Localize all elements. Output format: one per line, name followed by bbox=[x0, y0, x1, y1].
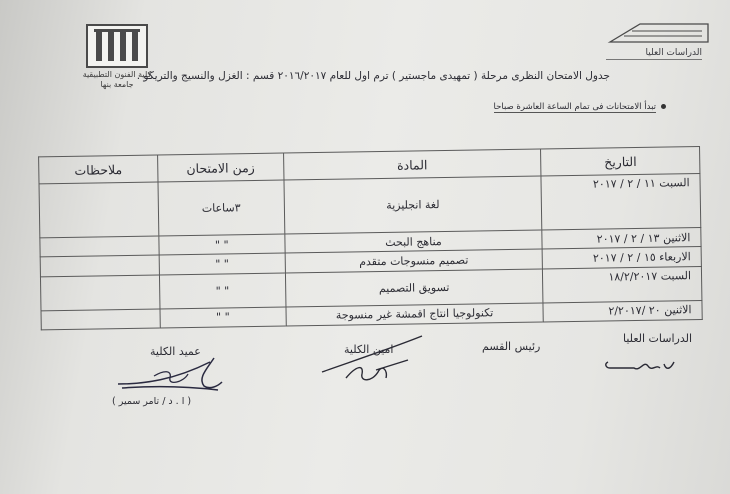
row-duration: " " bbox=[159, 253, 285, 274]
header-emblem bbox=[604, 18, 714, 46]
header-duration: زمن الامتحان bbox=[158, 153, 284, 182]
dept-head-label: رئيس القسم bbox=[482, 340, 541, 353]
row-notes bbox=[41, 309, 160, 330]
row-date: الاربعاء ١٥ / ٢ / ٢٠١٧ bbox=[542, 247, 701, 269]
exam-time-note: تبدأ الامتحانات فى تمام الساعة العاشرة صباحا bbox=[493, 102, 656, 112]
row-duration: " " bbox=[159, 234, 285, 255]
bullet-icon bbox=[661, 104, 666, 109]
row-subject: مناهج البحث bbox=[284, 230, 542, 253]
grad-studies-label: الدراسات العليا bbox=[623, 332, 692, 345]
row-duration: ٣ساعات bbox=[158, 180, 284, 236]
secretary-label: امين الكلية bbox=[344, 343, 394, 356]
secretary-signature bbox=[316, 330, 428, 388]
row-subject: لغة انجليزية bbox=[284, 176, 543, 234]
document-title: جدول الامتحان النظرى مرحلة ( تمهيدى ماجستير ) ترم اول للعام ٢٠١٦/٢٠١٧ قسم : الغزل والنسيج والتريكو . bbox=[136, 70, 610, 82]
row-date: الاثنين ٢٠ /٢/٢٠١٧ bbox=[543, 300, 702, 322]
department-caption: الدراسات العليا bbox=[606, 48, 702, 60]
dean-signature bbox=[114, 356, 230, 396]
header-notes: ملاحظات bbox=[39, 155, 158, 184]
row-subject: تكنولوجيا انتاج اقمشة غير منسوجة bbox=[286, 303, 544, 326]
row-notes bbox=[40, 275, 160, 311]
row-date: السبت ١١ / ٢ / ٢٠١٧ bbox=[541, 174, 700, 230]
grad-studies-signature bbox=[600, 356, 680, 378]
row-duration: " " bbox=[160, 307, 286, 328]
row-notes bbox=[39, 182, 159, 238]
row-subject: تصميم منسوجات متقدم bbox=[285, 249, 543, 272]
row-duration: " " bbox=[159, 273, 285, 309]
faculty-logo bbox=[86, 24, 148, 68]
row-date: الاثنين ١٣ / ٢ / ٢٠١٧ bbox=[542, 227, 701, 249]
row-notes bbox=[40, 255, 159, 276]
row-subject: تسويق التصميم bbox=[285, 269, 543, 307]
header-subject: المادة bbox=[283, 149, 541, 180]
header-date: التاريخ bbox=[541, 147, 700, 176]
row-date: السبت ١٨/٢/٢٠١٧ bbox=[543, 266, 702, 302]
exam-schedule-table bbox=[38, 146, 703, 330]
row-notes bbox=[40, 236, 159, 257]
logo-caption: كلية الفنون التطبيقية جامعة بنها bbox=[82, 70, 152, 89]
dean-name: ( ا . د / تامر سمير ) bbox=[112, 396, 192, 407]
dean-label: عميد الكلية bbox=[150, 345, 201, 358]
